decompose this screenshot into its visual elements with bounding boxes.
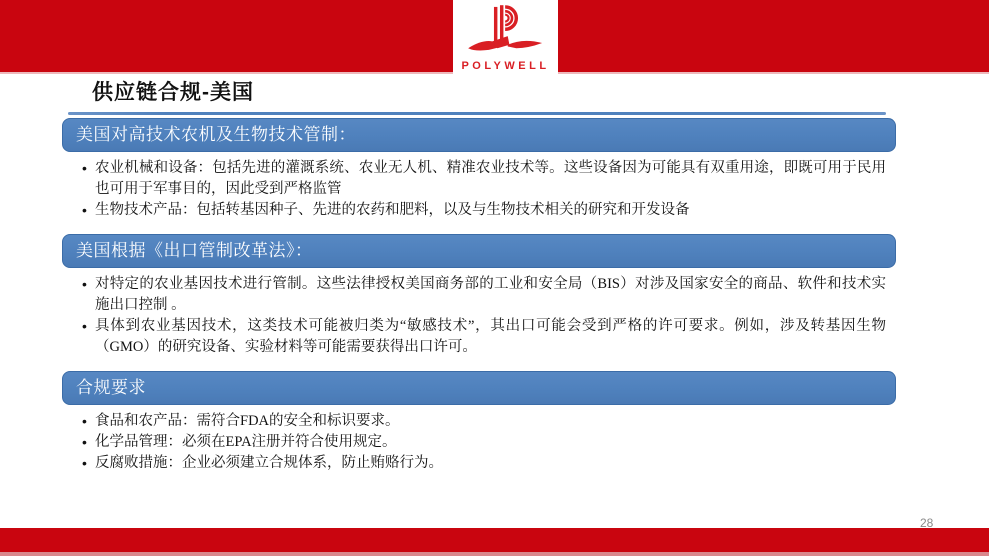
bullet-text: 生物技术产品：包括转基因种子、先进的农药和肥料，以及与生物技术相关的研究和开发设备: [95, 202, 690, 218]
section: [62, 234, 896, 358]
bullet-item: [82, 200, 886, 221]
page-number: 28: [920, 516, 934, 530]
bullet-dot-icon: •: [82, 455, 87, 471]
bullet-dot-icon: •: [82, 160, 87, 176]
bottom-banner-edge: [0, 552, 989, 556]
sections: [62, 118, 896, 487]
bullet-item: [82, 274, 886, 316]
bullet-item: [82, 432, 886, 453]
bullet-dot-icon: •: [82, 413, 87, 429]
section-header: 合规要求: [62, 371, 896, 405]
bullet-item: [82, 453, 886, 474]
bullet-text: 农业机械和设备：包括先进的灌溉系统、农业无人机、精准农业技术等。这些设备因为可能具有双重用途，即既可用于民用也可用于军事目的，因此受到严格监管: [95, 160, 886, 197]
bullet-dot-icon: •: [82, 276, 87, 292]
bullet-list: [62, 411, 896, 474]
bullet-text: 食品和农产品：需符合FDA的安全和标识要求。: [95, 413, 400, 429]
bullet-dot-icon: •: [82, 434, 87, 450]
logo-brand-text: POLYWELL: [461, 60, 550, 72]
section: [62, 118, 896, 221]
polywell-p-icon: [463, 3, 549, 59]
bullet-dot-icon: •: [82, 318, 87, 334]
bullet-item: [82, 316, 886, 358]
bullet-dot-icon: •: [82, 202, 87, 218]
page-title: 供应链合规-美国: [92, 81, 254, 104]
bullet-list: [62, 158, 896, 221]
section-header: 美国对高技术农机及生物技术管制：: [62, 118, 896, 152]
logo: [453, 0, 558, 80]
section-header: 美国根据《出口管制改革法》：: [62, 234, 896, 268]
bullet-text: 具体到农业基因技术，这类技术可能被归类为“敏感技术”，其出口可能会受到严格的许可要求。例如，涉及转基因生物（GMO）的研究设备、实验材料等可能需要获得出口许可。: [95, 318, 886, 355]
bullet-text: 化学品管理：必须在EPA注册并符合使用规定。: [95, 434, 397, 450]
bullet-item: [82, 158, 886, 200]
bullet-item: [82, 411, 886, 432]
bullet-text: 反腐败措施：企业必须建立合规体系，防止贿赂行为。: [95, 455, 443, 471]
bullet-list: [62, 274, 896, 358]
title-underline: [68, 112, 886, 115]
bullet-text: 对特定的农业基因技术进行管制。这些法律授权美国商务部的工业和安全局（BIS）对涉及国家安全的商品、软件和技术实施出口控制 。: [95, 276, 886, 313]
section: [62, 371, 896, 474]
bottom-banner: [0, 528, 989, 552]
